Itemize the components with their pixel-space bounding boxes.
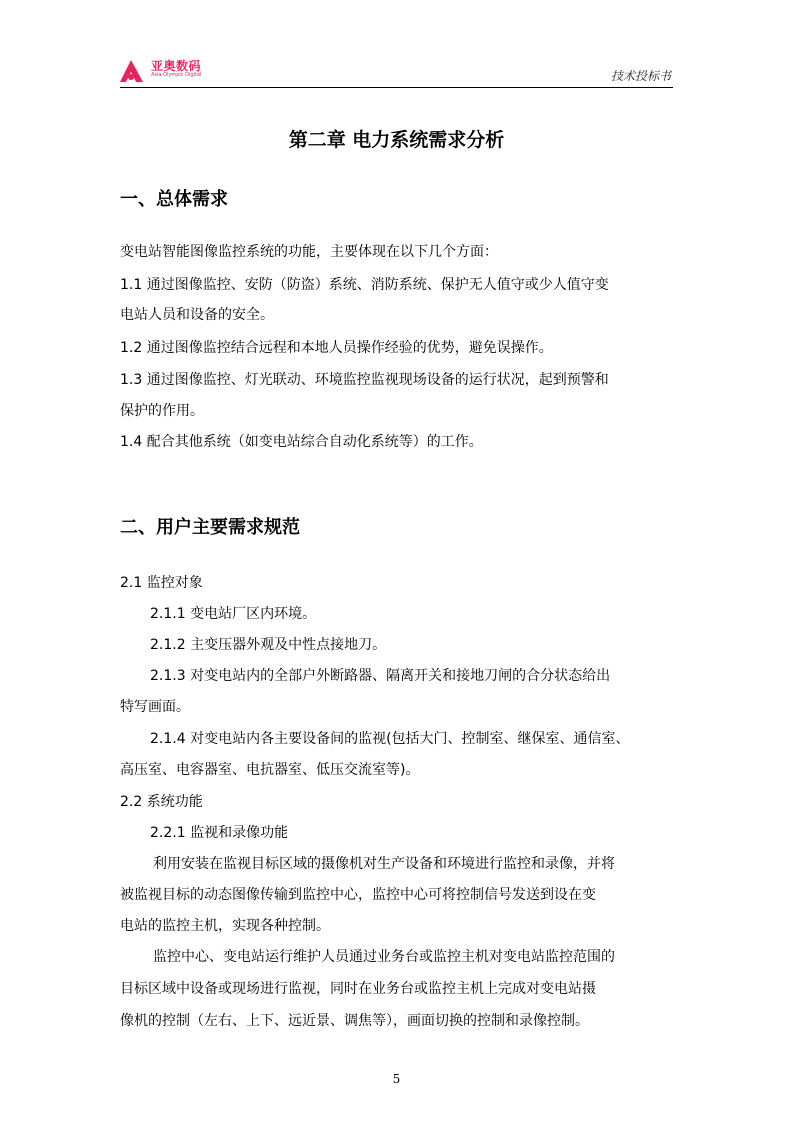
paragraph-1-line1: 利用安装在监视目标区域的摄像机对生产设备和环境进行监控和录像，并将 <box>153 856 615 872</box>
item-2-1-4-line2: 高压室、电容器室、电抗器室、低压交流室等)。 <box>120 762 420 778</box>
paragraph-2-line1: 监控中心、变电站运行维护人员通过业务台或监控主机对变电站监控范围的 <box>153 949 615 965</box>
logo-en-text: Asia Olympic Digital <box>151 72 202 78</box>
document-type: 技术投标书 <box>610 69 671 83</box>
item-1-2: 1.2 通过图像监控结合远程和本地人员操作经验的优势，避免误操作。 <box>120 340 553 356</box>
paragraph-2-line3: 像机的控制（左右、上下、远近景、调焦等），画面切换的控制和录像控制。 <box>120 1013 589 1029</box>
chapter-title: 第二章 电力系统需求分析 <box>288 129 505 151</box>
item-1-1-line1: 1.1 通过图像监控、安防（防盗）系统、消防系统、保护无人值守或少人值守变 <box>120 277 609 293</box>
intro-text: 变电站智能图像监控系统的功能，主要体现在以下几个方面： <box>120 244 498 260</box>
item-2-1-4-line1: 2.1.4 对变电站内各主要设备间的监视(包括大门、控制室、继保室、通信室、 <box>150 731 630 747</box>
section-title-user-requirements: 二、用户主要需求规范 <box>120 517 300 538</box>
item-1-4: 1.4 配合其他系统（如变电站综合自动化系统等）的工作。 <box>120 434 483 450</box>
page-number: 5 <box>392 1072 401 1086</box>
section-title-overall: 一、总体需求 <box>120 189 228 210</box>
item-1-3-line2: 保护的作用。 <box>120 403 204 419</box>
item-2-1-3-line1: 2.1.3 对变电站内的全部户外断路器、隔离开关和接地刀闸的合分状态给出 <box>150 668 611 684</box>
paragraph-1-line2: 被监视目标的动态图像传输到监控中心，监控中心可将控制信号发送到设在变 <box>120 887 596 903</box>
logo-triangle-icon <box>120 59 144 83</box>
item-2-1-2: 2.1.2 主变压器外观及中性点接地刀。 <box>150 637 387 653</box>
item-2-1-1: 2.1.1 变电站厂区内环境。 <box>150 606 317 622</box>
paragraph-2-line2: 目标区域中设备或现场进行监视，同时在业务台或监控主机上完成对变电站摄 <box>120 981 596 997</box>
item-2-1-3-line2: 特写画面。 <box>120 699 190 715</box>
item-1-1-line2: 电站人员和设备的安全。 <box>120 307 274 323</box>
heading-2-2-1: 2.2.1 监视和录像功能 <box>150 825 289 841</box>
heading-2-1: 2.1 监控对象 <box>120 575 203 591</box>
logo-cn-text: 亚奥数码 <box>151 59 202 73</box>
item-1-3-line1: 1.3 通过图像监控、灯光联动、环境监控监视现场设备的运行状况，起到预警和 <box>120 372 609 388</box>
paragraph-1-line3: 电站的监控主机，实现各种控制。 <box>120 918 330 934</box>
page-header <box>120 55 673 88</box>
heading-2-2: 2.2 系统功能 <box>120 794 203 810</box>
